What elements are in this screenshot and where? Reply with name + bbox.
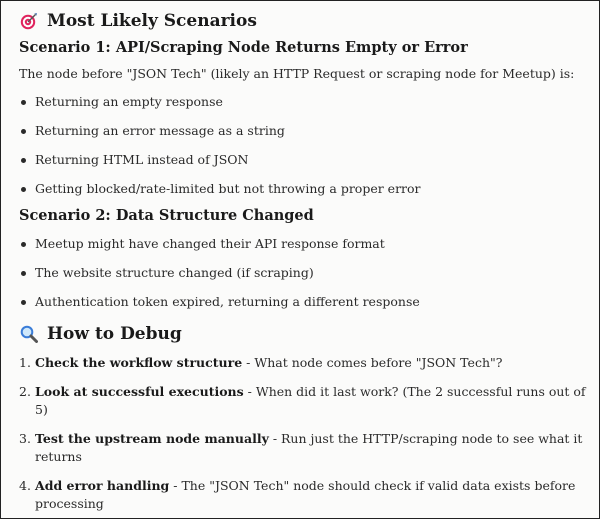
debug-step	[19, 354, 587, 372]
target-icon	[19, 11, 39, 31]
step-bold: Check the workflow structure	[35, 355, 243, 370]
debug-steps	[19, 354, 587, 513]
step-text: - What node comes before "JSON Tech"?	[242, 355, 503, 370]
step-text: - The "JSON Tech" node should check if valid data exists before processing	[35, 478, 576, 511]
scenario1-list	[19, 87, 587, 203]
magnifier-icon	[19, 324, 39, 344]
list-item: Meetup might have changed their API response format	[19, 229, 587, 258]
scenarios-title: Most Likely Scenarios	[47, 11, 257, 31]
step-number: 4.	[19, 478, 31, 493]
scenario2-list	[19, 229, 587, 316]
list-item: Getting blocked/rate-limited but not throwing a proper error	[19, 174, 587, 203]
debug-title: How to Debug	[47, 324, 182, 344]
step-number: 1.	[19, 355, 31, 370]
list-item: Returning an error message as a string	[19, 116, 587, 145]
step-bold: Test the upstream node manually	[35, 431, 269, 446]
step-bold: Add error handling	[35, 478, 170, 493]
debug-step	[19, 430, 587, 466]
debug-heading	[19, 320, 587, 348]
list-item: Authentication token expired, returning a different response	[19, 287, 587, 316]
debug-step	[19, 383, 587, 419]
scenario1-title: Scenario 1: API/Scraping Node Returns Empty or Error	[19, 39, 468, 56]
scenarios-heading	[19, 7, 587, 35]
list-item: The website structure changed (if scraping)	[19, 258, 587, 287]
step-text: - When did it last work? (The 2 successful runs out of 5)	[35, 384, 586, 417]
scenario2-title: Scenario 2: Data Structure Changed	[19, 207, 314, 224]
scenario1-intro: The node before "JSON Tech" (likely an HTTP Request or scraping node for Meetup) is:	[19, 66, 575, 81]
list-item: Returning an empty response	[19, 87, 587, 116]
step-number: 2.	[19, 384, 31, 399]
document-content	[19, 7, 587, 513]
debug-step	[19, 477, 587, 513]
step-bold: Look at successful executions	[35, 384, 244, 399]
list-item: Returning HTML instead of JSON	[19, 145, 587, 174]
step-text: - Run just the HTTP/scraping node to see what it returns	[35, 431, 583, 464]
step-number: 3.	[19, 431, 31, 446]
